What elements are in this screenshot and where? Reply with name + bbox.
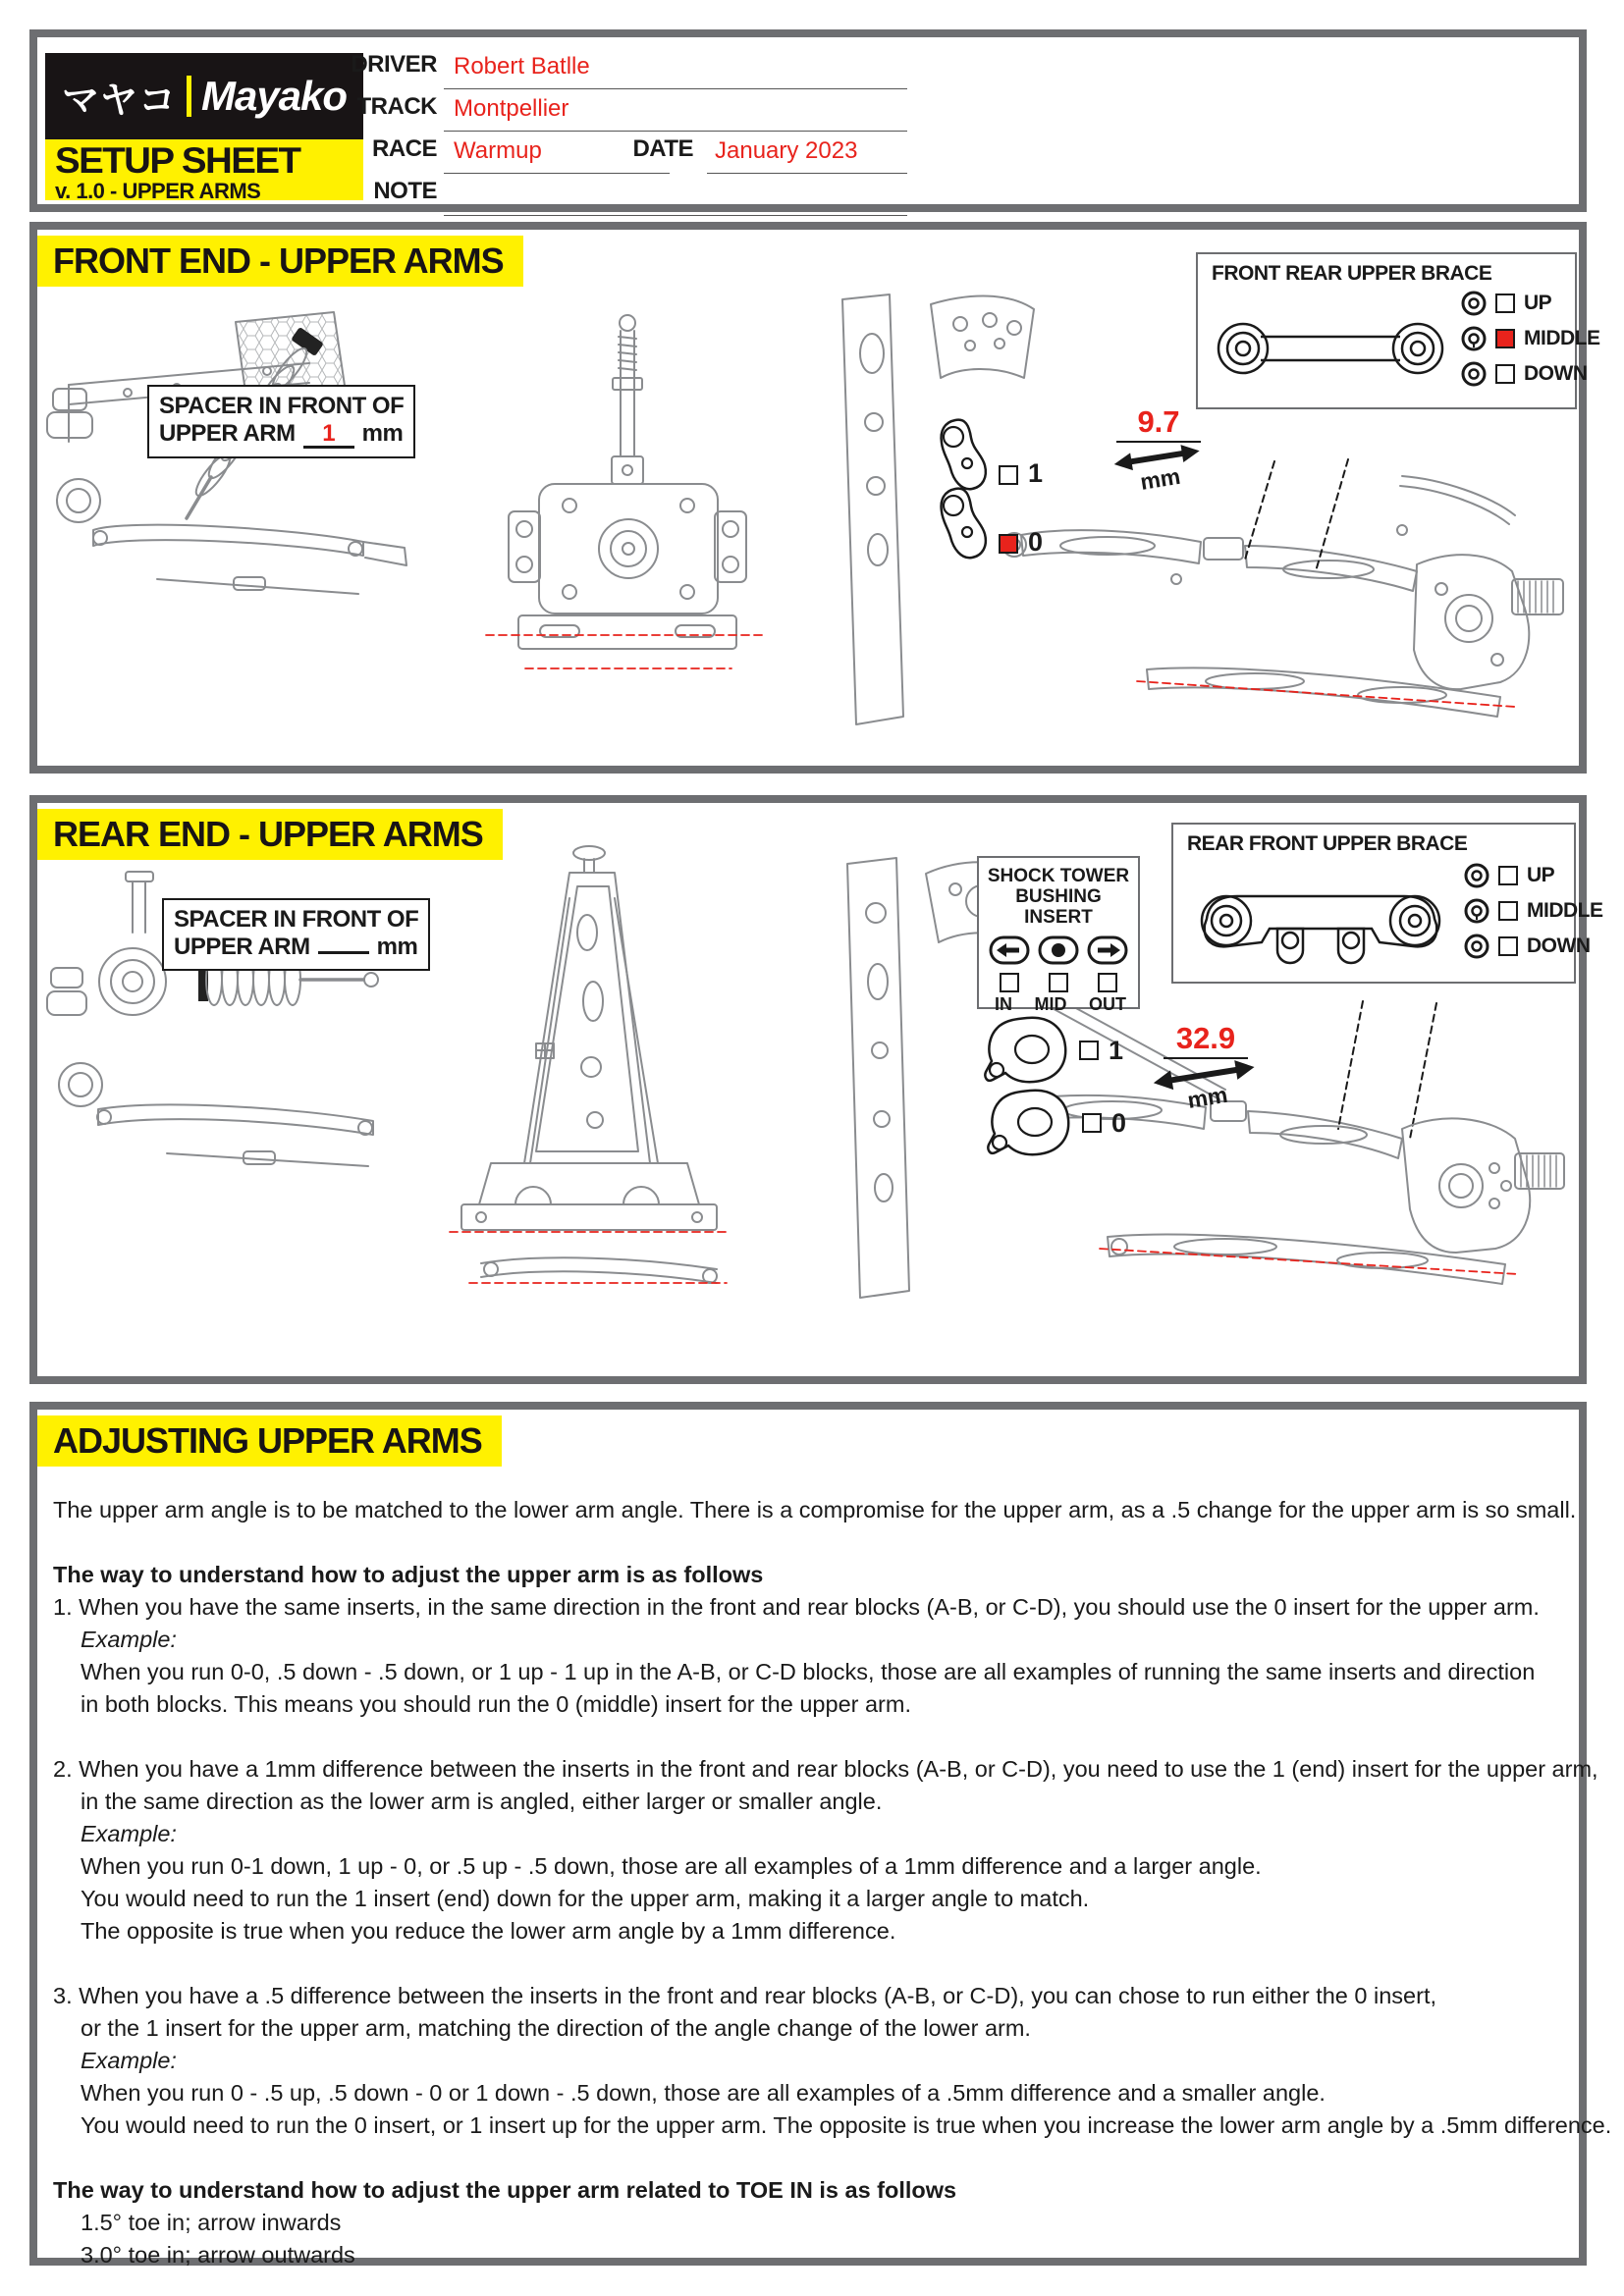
logo-black-panel (45, 53, 363, 139)
rear-section-title: REAR END - UPPER ARMS (37, 809, 503, 860)
toe-line-1: 1.5° toe in; arrow inwards (81, 2210, 342, 2235)
insert-shape-icon (938, 417, 989, 494)
item-2-example-label: Example: (81, 1821, 177, 1846)
front-middle-bulkhead-drawing (471, 309, 776, 692)
rear-spacer-callout (162, 898, 430, 971)
front-brace-panel (1196, 252, 1600, 409)
shock-tower-mid-checkbox[interactable] (1049, 973, 1068, 992)
front-spacer-value[interactable]: 1 (303, 422, 354, 449)
rear-measurement-value[interactable]: 32.9 (1164, 1021, 1248, 1059)
logo-japanese-text: マヤコ (61, 80, 177, 122)
grommet-icon (1461, 326, 1487, 351)
note-label: NOTE (373, 178, 437, 204)
rear-insert-1-label: 1 (1109, 1035, 1124, 1065)
front-insert-0-label: 0 (1028, 526, 1044, 557)
front-insert-0-checkbox[interactable] (999, 534, 1018, 554)
adjusting-section-title: ADJUSTING UPPER ARMS (37, 1415, 502, 1467)
front-spacer-line1: SPACER IN FRONT OF (159, 393, 405, 419)
rear-brace-panel (1171, 823, 1603, 984)
grommet-icon (1461, 291, 1487, 316)
adjusting-section (29, 1402, 1612, 2268)
front-brace-up-checkbox[interactable] (1495, 294, 1515, 313)
grommet-icon (1464, 934, 1489, 959)
front-measurement-arrow (1097, 436, 1220, 502)
race-label: RACE (371, 135, 437, 162)
driver-value[interactable]: Robert Batlle (454, 53, 590, 80)
rear-insert-0-label: 0 (1111, 1107, 1127, 1138)
item-3-example-line: You would need to run the 0 insert, or 1 insert up for the upper arm. The opposite is true when you increase the lower arm angle by a .5mm difference. (81, 2112, 1612, 2138)
race-value[interactable]: Warmup (454, 137, 542, 164)
front-brace-title: FRONT REAR UPPER BRACE (1212, 262, 1492, 285)
rear-insert-0-checkbox[interactable] (1082, 1113, 1102, 1133)
adjusting-intro: The upper arm angle is to be matched to the lower arm angle. There is a compromise for the upper arm, as a .5 change for the upper arm is so small. (53, 1497, 1577, 1522)
track-value[interactable]: Montpellier (454, 95, 569, 122)
item-1-example-line: in both blocks. This means you should run the 0 (middle) insert for the upper arm. (81, 1691, 911, 1717)
date-label: DATE (632, 135, 693, 162)
front-brace-down-checkbox[interactable] (1495, 364, 1515, 384)
front-end-section (29, 222, 1600, 774)
rear-brace-drawing (1183, 870, 1458, 972)
date-underline[interactable] (707, 173, 907, 174)
item-2-example-line: You would need to run the 1 insert (end) down for the upper arm, making it a larger angle to match. (81, 1886, 1090, 1911)
front-brace-option-down: DOWN (1461, 356, 1600, 392)
logo-divider (187, 76, 191, 117)
shock-tower-panel: SHOCK TOWER BUSHING INSERT IN MID OUT (977, 856, 1140, 1009)
rear-brace-up-checkbox[interactable] (1498, 866, 1518, 885)
rear-insert-option-0 (986, 1088, 1126, 1158)
shock-tower-in-checkbox[interactable] (1000, 973, 1019, 992)
sheet-subtitle: v. 1.0 - UPPER ARMS (55, 179, 261, 203)
shock-tower-title-1: SHOCK TOWER (987, 866, 1130, 886)
rear-arm-measurement (1147, 1021, 1265, 1111)
rear-spacer-unit: mm (376, 934, 418, 960)
dot-mid-icon (1038, 935, 1079, 965)
arrow-in-icon (989, 935, 1030, 965)
item-3-example-line: When you run 0 - .5 up, .5 down - 0 or 1 down - .5 down, those are all examples of a .5mm difference and a smaller angle. (81, 2080, 1326, 2106)
front-insert-1-label: 1 (1028, 457, 1044, 488)
rear-spacer-value[interactable] (318, 951, 369, 954)
adjusting-text (53, 1494, 1612, 2271)
driver-label: DRIVER (351, 51, 437, 78)
front-brace-option-middle: MIDDLE (1461, 321, 1600, 356)
item-1-line: 1. When you have the same inserts, in the same direction in the front and rear blocks (A-B, or C-D), you should use the 0 insert for the upper arm. (53, 1594, 1540, 1620)
front-insert-1-checkbox[interactable] (999, 465, 1018, 485)
front-insert-option-0 (938, 486, 1043, 562)
note-underline[interactable] (444, 215, 907, 216)
grommet-icon (1464, 898, 1489, 924)
insert-shape-icon (938, 486, 989, 562)
rear-brace-option-up: UP (1464, 858, 1603, 893)
arrow-out-icon (1087, 935, 1128, 965)
sheet-title: SETUP SHEET (55, 140, 300, 181)
item-1-example-label: Example: (81, 1627, 177, 1652)
rear-brace-down-checkbox[interactable] (1498, 936, 1518, 956)
front-spacer-callout (147, 385, 415, 458)
driver-underline[interactable] (444, 88, 907, 89)
front-measurement-unit: mm (1138, 462, 1182, 495)
grommet-icon (1464, 863, 1489, 888)
rear-insert-option-1 (983, 1015, 1123, 1086)
rear-brace-middle-checkbox[interactable] (1498, 901, 1518, 921)
item-2-example-line: The opposite is true when you reduce the lower arm angle by a 1mm difference. (81, 1918, 896, 1944)
header-box (29, 29, 1587, 212)
rear-measurement-arrow (1144, 1052, 1269, 1120)
track-label: TRACK (356, 93, 437, 120)
front-spacer-line2: UPPER ARM 1 mm (159, 420, 404, 447)
front-left-assembly-drawing (39, 294, 461, 628)
rear-middle-tower-drawing (422, 839, 746, 1310)
item-3-example-label: Example: (81, 2048, 177, 2073)
track-underline[interactable] (444, 131, 907, 132)
rear-brace-title: REAR FRONT UPPER BRACE (1187, 832, 1468, 855)
rear-insert-1-checkbox[interactable] (1079, 1041, 1099, 1060)
shock-tower-title-2: BUSHING INSERT (1015, 886, 1102, 928)
rear-spacer-line1: SPACER IN FRONT OF (174, 906, 419, 933)
item-2-line: in the same direction as the lower arm is angled, either larger or smaller angle. (81, 1789, 883, 1814)
rear-brace-option-down: DOWN (1464, 929, 1603, 964)
toe-heading: The way to understand how to adjust the upper arm related to TOE IN is as follows (53, 2177, 957, 2203)
logo-brand-text: Mayako (200, 73, 348, 119)
item-1-example-line: When you run 0-0, .5 down - .5 down, or 1 up - 1 up in the A-B, or C-D blocks, those are all examples of running the same inserts and direction (81, 1659, 1536, 1684)
front-insert-option-1 (938, 417, 1043, 494)
how-heading: The way to understand how to adjust the upper arm is as follows (53, 1562, 764, 1587)
item-2-line: 2. When you have a 1mm difference between the inserts in the front and rear blocks (A-B, or C-D), you need to use the 1 (end) insert for the upper arm, (53, 1756, 1598, 1782)
toe-line-2: 3.0° toe in; arrow outwards (81, 2242, 355, 2268)
sheet-title-panel (45, 139, 363, 203)
rear-end-section (29, 795, 1603, 1384)
front-brace-option-up: UP (1461, 286, 1600, 321)
insert-shape-icon (986, 1088, 1072, 1158)
front-arm-measurement (1100, 404, 1218, 493)
front-measurement-value[interactable]: 9.7 (1116, 404, 1201, 443)
front-brace-middle-checkbox[interactable] (1495, 329, 1515, 348)
front-spacer-unit: mm (361, 420, 404, 447)
rear-brace-option-middle: MIDDLE (1464, 893, 1603, 929)
shock-tower-out-checkbox[interactable] (1098, 973, 1117, 992)
item-2-example-line: When you run 0-1 down, 1 up - 0, or .5 up - .5 down, those are all examples of a 1mm difference and a larger angle. (81, 1853, 1262, 1879)
insert-shape-icon (983, 1015, 1069, 1086)
rear-measurement-unit: mm (1185, 1081, 1230, 1113)
race-underline[interactable] (444, 173, 670, 174)
front-brace-drawing (1208, 301, 1453, 396)
grommet-icon (1461, 361, 1487, 387)
date-value[interactable]: January 2023 (715, 137, 858, 164)
item-3-line: 3. When you have a .5 difference between the inserts in the front and rear blocks (A-B, or C-D), you can chose to run either the 0 insert, (53, 1983, 1437, 2008)
item-3-line: or the 1 insert for the upper arm, matching the direction of the angle change of the lower arm. (81, 2015, 1031, 2041)
front-section-title: FRONT END - UPPER ARMS (37, 236, 523, 287)
rear-spacer-line2: UPPER ARM mm (174, 934, 418, 960)
mayako-logo (45, 53, 363, 203)
